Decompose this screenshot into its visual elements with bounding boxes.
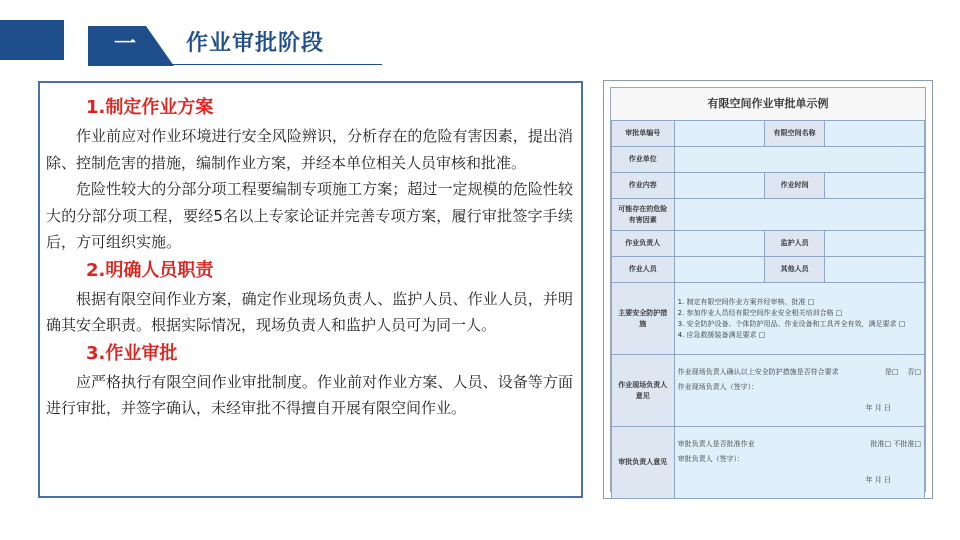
site-sign-line: 作业现场负责人（签字）：	[677, 383, 759, 391]
section-heading-3: 3.作业审批	[86, 342, 178, 364]
form-row-approver-opinion	[612, 427, 925, 499]
form-row-safety-measures	[612, 283, 925, 355]
form-row-personnel-2	[612, 257, 925, 283]
label-approver-opinion: 审批负责人意见	[612, 427, 675, 499]
label-work-unit: 作业单位	[612, 147, 675, 173]
measure-item: 3. 安全防护设备、个体防护用品、作业设备和工具齐全有效，满足要求 □	[677, 319, 906, 328]
field-site-opinion	[674, 355, 924, 427]
form-row-hazards	[612, 199, 925, 231]
form-title: 有限空间作业审批单示例	[707, 97, 829, 110]
label-safety-measures: 主要安全防护措施	[612, 283, 675, 355]
label-hazards: 可能存在的危险有害因素	[612, 199, 675, 231]
measure-item: 2. 参加作业人员经有限空间作业安全相关培训合格 □	[677, 308, 843, 317]
label-others: 其他人员	[765, 257, 824, 283]
measure-item: 1. 制定有限空间作业方案并经审核、批准 □	[677, 297, 815, 306]
site-yes-no	[885, 367, 921, 378]
field-others	[824, 257, 924, 283]
site-confirm-line	[678, 367, 921, 378]
field-work-unit	[674, 147, 924, 173]
approver-approve-line	[678, 439, 921, 450]
form-row-personnel-1	[612, 231, 925, 257]
site-confirm-text: 作业现场负责人确认以上安全防护措施是否符合要求	[677, 368, 839, 376]
field-person-in-charge	[674, 231, 765, 257]
title-badge-numeral: 一	[113, 32, 136, 57]
title-underline	[170, 64, 382, 65]
label-work-content: 作业内容	[612, 173, 675, 199]
content-text-box	[38, 81, 583, 498]
approver-options: 批准□ 不批准□	[870, 440, 921, 448]
label-workers: 作业人员	[612, 257, 675, 283]
approver-date: 年 月 日	[865, 476, 891, 484]
field-workers	[674, 257, 765, 283]
section-1-paragraph-2: 危险性较大的分部分项工程要编制专项施工方案；超过一定规模的危险性较大的分部分项工程，要经5名以上专家论证并完善专项方案，履行审批签字手续后，方可组织实施。	[46, 180, 573, 251]
form-row-site-opinion	[612, 355, 925, 427]
label-space-name: 有限空间名称	[765, 121, 824, 147]
page-title: 作业审批阶段	[186, 31, 325, 56]
field-work-content	[674, 173, 765, 199]
approver-approve-text: 审批负责人是否批准作业	[677, 440, 755, 448]
approval-form	[610, 87, 926, 492]
label-person-in-charge: 作业负责人	[612, 231, 675, 257]
measure-item: 4. 应急救援装备满足要求 □	[677, 330, 766, 339]
label-work-time: 作业时间	[765, 173, 824, 199]
field-guardian	[824, 231, 924, 257]
form-row-work-content	[612, 173, 925, 199]
form-row-work-unit	[612, 147, 925, 173]
field-approval-no	[674, 121, 765, 147]
site-yes-checkbox: 是□	[884, 368, 899, 376]
section-1-paragraph-1: 作业前应对作业环境进行安全风险辨识，分析存在的危险有害因素，提出消除、控制危害的措施，编制作业方案，并经本单位相关人员审核和批准。	[46, 127, 573, 172]
label-approval-no: 审批单编号	[612, 121, 675, 147]
label-guardian: 监护人员	[765, 231, 824, 257]
form-table	[611, 120, 925, 499]
field-safety-measures	[674, 283, 924, 355]
section-heading-2: 2.明确人员职责	[86, 259, 214, 281]
site-no-checkbox: 否□	[907, 368, 921, 376]
field-approver-opinion	[674, 427, 924, 499]
section-3-paragraph-1: 应严格执行有限空间作业审批制度。作业前对作业方案、人员、设备等方面进行审批，并签字确认，未经审批不得擅自开展有限空间作业。	[46, 372, 573, 417]
field-work-time	[824, 173, 924, 199]
corner-accent-block	[0, 20, 64, 60]
field-space-name	[824, 121, 924, 147]
section-2-paragraph-1: 根据有限空间作业方案，确定作业现场负责人、监护人员、作业人员，并明确其安全职责。根据实际情况，现场负责人和监护人员可为同一人。	[46, 289, 573, 334]
site-date: 年 月 日	[865, 404, 891, 412]
label-site-opinion: 作业现场负责人意见	[612, 355, 675, 427]
form-row-approval-no	[612, 121, 925, 147]
approver-sign-line: 审批负责人（签字）：	[677, 455, 745, 463]
section-heading-1: 1.制定作业方案	[86, 97, 214, 118]
approval-form-image	[603, 80, 933, 499]
field-hazards	[674, 199, 924, 231]
